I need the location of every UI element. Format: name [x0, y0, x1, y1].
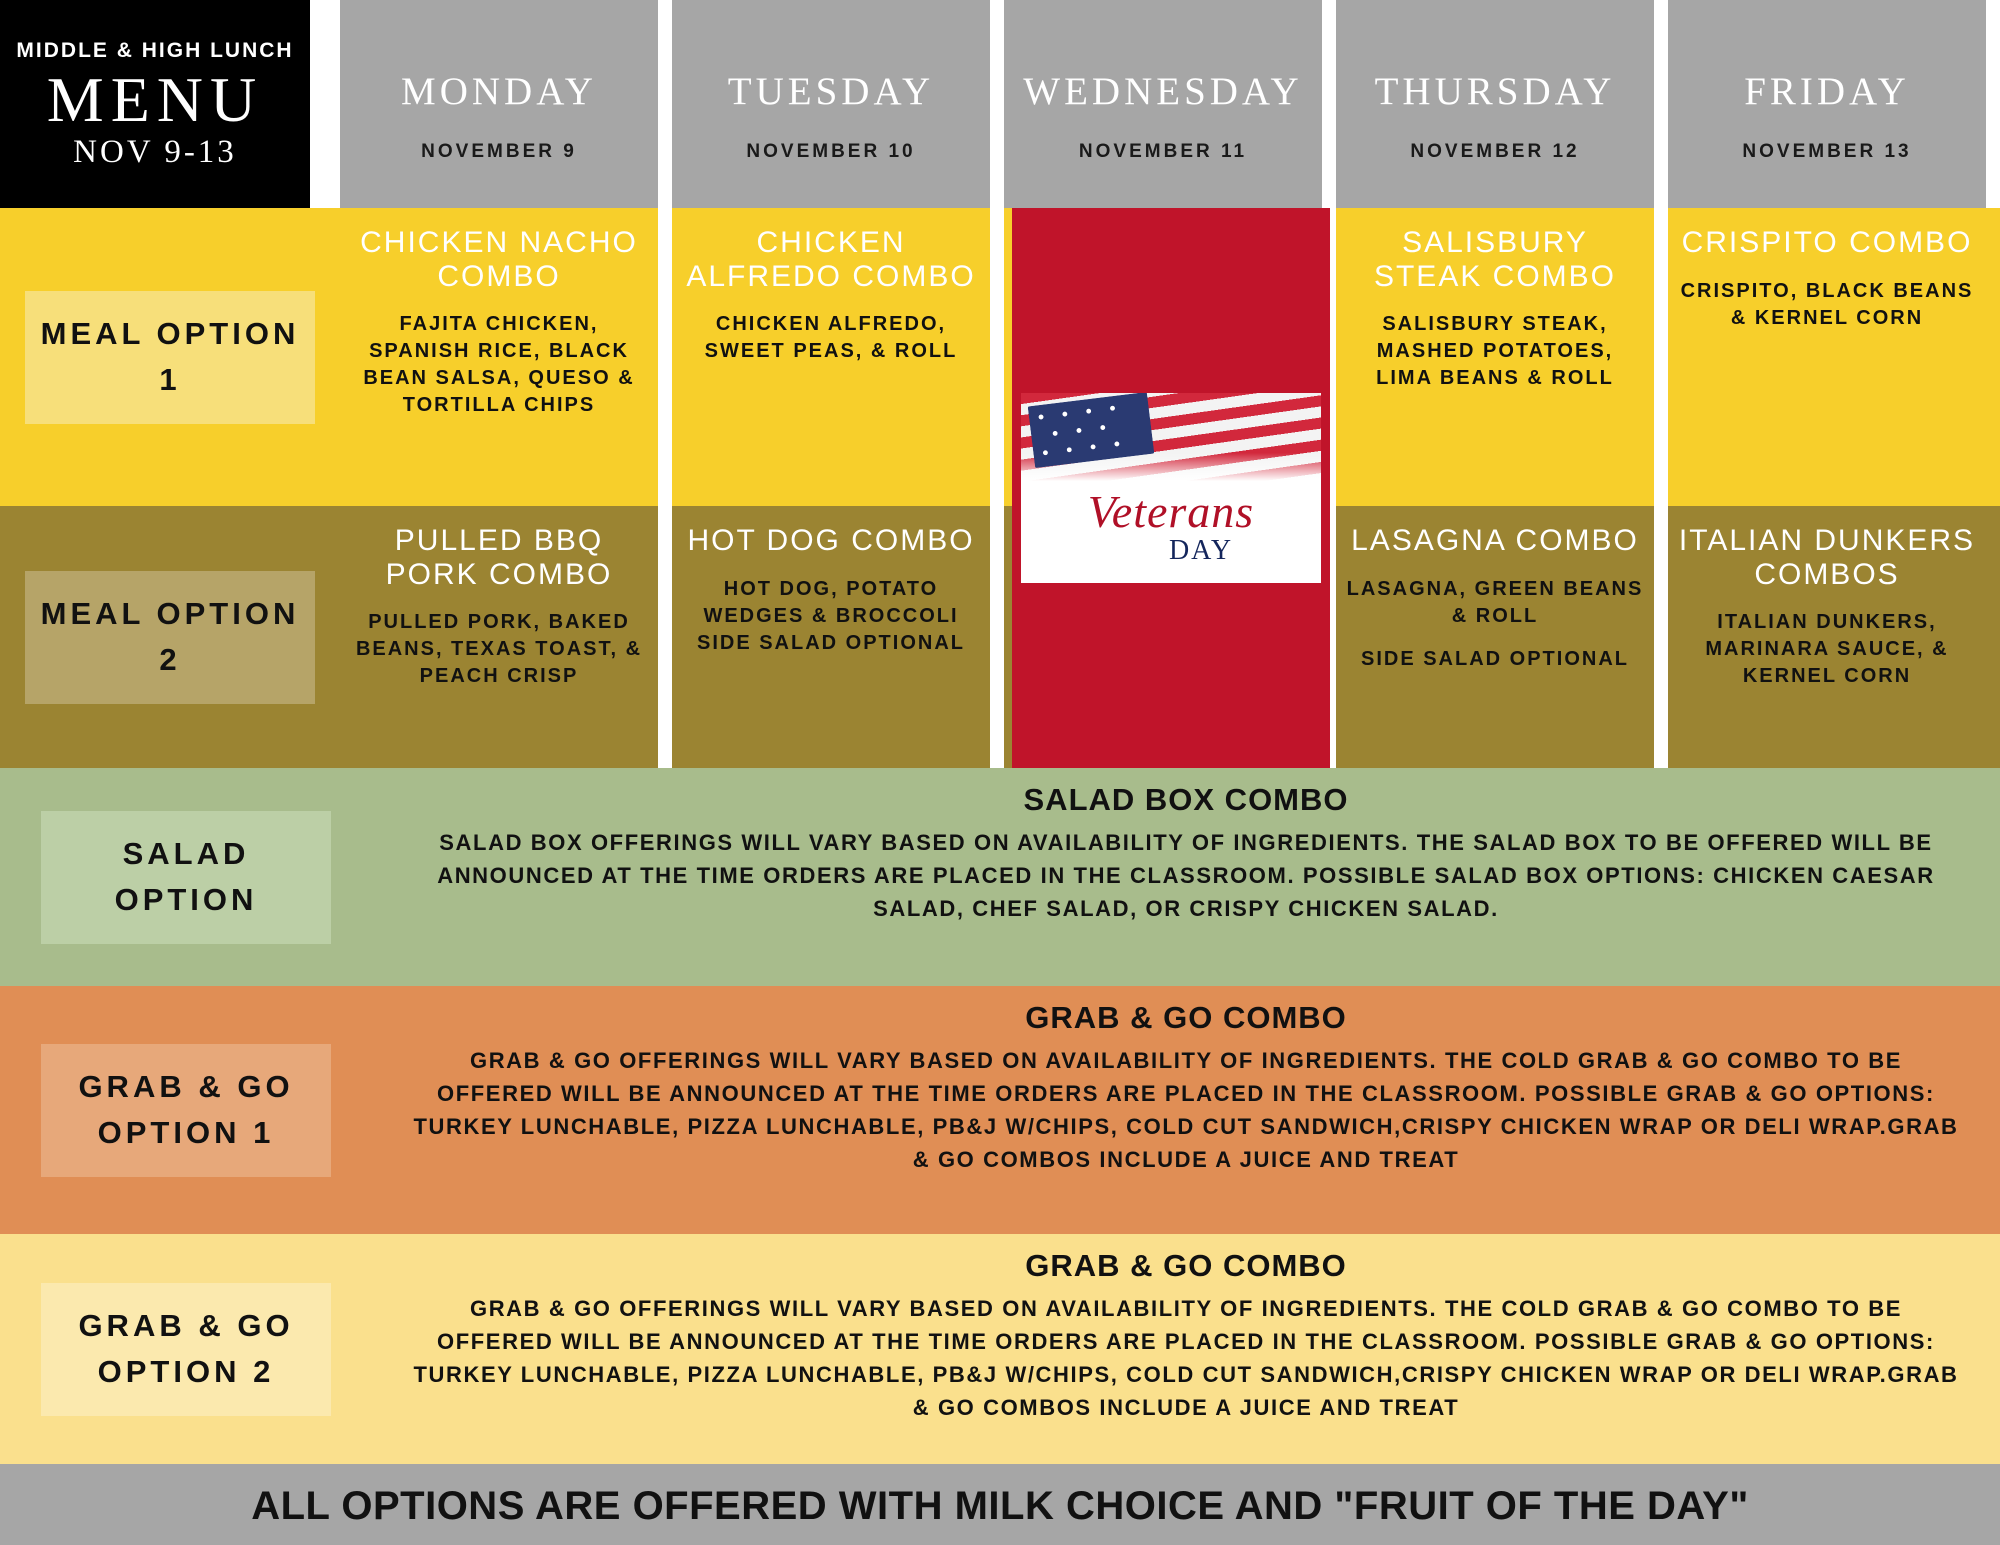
meal2-friday [1668, 506, 1986, 768]
meal-title: PULLED BBQ PORK COMBO [385, 524, 613, 591]
meal-description: FAJITA CHICKEN, SPANISH RICE, BLACK BEAN SALSA, QUESO & TORTILLA CHIPS [363, 313, 635, 417]
meal-description: CHICKEN ALFREDO, SWEET PEAS, & ROLL [704, 313, 958, 363]
day-name: TUESDAY [727, 70, 935, 113]
meal-note: SIDE SALAD OPTIONAL [1360, 647, 1629, 670]
meal1-tuesday [672, 208, 990, 506]
meal-option-1-row [0, 208, 2000, 506]
meal-option-2-label-cell [0, 506, 340, 768]
salad-box-combo-text: SALAD BOX OFFERINGS WILL VARY BASED ON AVAILABILITY OF INGREDIENTS. THE SALAD BOX TO BE OFFERED WILL BE ANNOUNCED AT THE TIME ORDERS ARE PLACED IN THE CLASSROOM. POSSIBLE SALAD BOX OPTIONS: CHICKEN CAESAR SALAD, CHEF SALAD, OR CRISPY CHICKEN SALAD. [437, 830, 1935, 922]
meal-title: CRISPITO COMBO [1681, 226, 1973, 259]
veterans-day-card [1021, 393, 1321, 583]
column-gap [1654, 506, 1668, 768]
menu-dates: NOV 9-13 [73, 133, 237, 170]
meal-option-1-label-cell [0, 208, 340, 506]
day-header-tuesday [672, 0, 990, 208]
grab-and-go-1-text: GRAB & GO OFFERINGS WILL VARY BASED ON AVAILABILITY OF INGREDIENTS. THE COLD GRAB & GO COMBO TO BE OFFERED WILL BE ANNOUNCED AT THE TIME ORDERS ARE PLACED IN THE CLASSROOM. POSSIBLE GRAB & GO OPTIONS: TURKEY LUNCHABLE, PIZZA LUNCHABLE, PB&J W/CHIPS, COLD CUT SANDWICH,CRISPY CHICKEN WRAP OR DELI WRAP.GRAB & GO COMBOS INCLUDE A JUICE AND TREAT [413, 1048, 1959, 1173]
meal2-thursday [1336, 506, 1654, 768]
header-spacer [310, 0, 340, 208]
grab-and-go-2-body [372, 1234, 2000, 1464]
column-gap [990, 0, 1004, 208]
column-gap [1322, 0, 1336, 208]
grab-and-go-2-title: GRAB & GO COMBO [1025, 1248, 1347, 1283]
column-gap [990, 208, 1004, 506]
salad-option-label-cell [0, 768, 372, 986]
menu-kicker: MIDDLE & HIGH LUNCH [16, 39, 294, 63]
grab-and-go-1-title: GRAB & GO COMBO [1025, 1000, 1347, 1035]
grab-and-go-2-label: GRAB & GO OPTION 2 [41, 1283, 331, 1416]
meal2-monday [340, 506, 658, 768]
grab-and-go-1-body [372, 986, 2000, 1234]
footer-banner [0, 1464, 2000, 1545]
grab-and-go-2-text: GRAB & GO OFFERINGS WILL VARY BASED ON AVAILABILITY OF INGREDIENTS. THE COLD GRAB & GO COMBO TO BE OFFERED WILL BE ANNOUNCED AT THE TIME ORDERS ARE PLACED IN THE CLASSROOM. POSSIBLE GRAB & GO OPTIONS: TURKEY LUNCHABLE, PIZZA LUNCHABLE, PB&J W/CHIPS, COLD CUT SANDWICH,CRISPY CHICKEN WRAP OR DELI WRAP.GRAB & GO COMBOS INCLUDE A JUICE AND TREAT [413, 1296, 1959, 1421]
grab-and-go-1-label-cell [0, 986, 372, 1234]
footer-text: ALL OPTIONS ARE OFFERED WITH MILK CHOICE AND "FRUIT OF THE DAY" [251, 1484, 1749, 1528]
day-header-wednesday [1004, 0, 1322, 208]
salad-option-body [372, 768, 2000, 986]
day-name: FRIDAY [1744, 70, 1910, 113]
meal2-tuesday [672, 506, 990, 768]
column-gap [1654, 0, 1668, 208]
menu-word: MENU [46, 64, 264, 136]
meal-option-1-label: MEAL OPTION 1 [25, 291, 315, 424]
day-date: NOVEMBER 10 [746, 141, 916, 162]
grab-and-go-option-2-row [0, 1234, 2000, 1464]
grab-and-go-option-1-row [0, 986, 2000, 1234]
veterans-day-subtitle: DAY [1168, 535, 1234, 566]
flag-canton-icon [1028, 393, 1155, 468]
day-header-friday [1668, 0, 1986, 208]
header-row [0, 0, 2000, 208]
salad-box-combo-title: SALAD BOX COMBO [1023, 782, 1349, 817]
column-gap [658, 208, 672, 506]
day-date: NOVEMBER 9 [421, 141, 577, 162]
day-date: NOVEMBER 11 [1078, 141, 1248, 162]
day-name: THURSDAY [1374, 70, 1616, 113]
meal-title: CHICKEN ALFREDO COMBO [686, 226, 976, 293]
day-name: WEDNESDAY [1023, 70, 1303, 113]
column-gap [658, 506, 672, 768]
veterans-day-cell [1012, 208, 1330, 768]
meal1-thursday [1336, 208, 1654, 506]
day-date: NOVEMBER 13 [1742, 141, 1912, 162]
day-date: NOVEMBER 12 [1410, 141, 1580, 162]
grab-and-go-1-label: GRAB & GO OPTION 1 [41, 1044, 331, 1177]
column-gap [658, 0, 672, 208]
salad-option-row [0, 768, 2000, 986]
meal1-friday [1668, 208, 1986, 506]
meal-title: LASAGNA COMBO [1351, 524, 1639, 557]
american-flag-icon [1021, 393, 1321, 481]
salad-option-label: SALAD OPTION [41, 811, 331, 944]
meal-title: CHICKEN NACHO COMBO [360, 226, 638, 293]
meal-option-2-label: MEAL OPTION 2 [25, 571, 315, 704]
day-name: MONDAY [401, 70, 597, 113]
meal-description: CRISPITO, BLACK BEANS & KERNEL CORN [1680, 279, 1974, 329]
veterans-day-title: Veterans [1087, 486, 1255, 537]
meal-description: SALISBURY STEAK, MASHED POTATOES, LIMA BEANS & ROLL [1376, 313, 1614, 390]
column-gap [1654, 208, 1668, 506]
grab-and-go-2-label-cell [0, 1234, 372, 1464]
meal1-monday [340, 208, 658, 506]
meal-description: ITALIAN DUNKERS, MARINARA SAUCE, & KERNEL CORN [1705, 611, 1949, 688]
meal-title: HOT DOG COMBO [687, 524, 975, 557]
meal-description: HOT DOG, POTATO WEDGES & BROCCOLI SIDE SALAD OPTIONAL [696, 577, 965, 654]
meal-title: SALISBURY STEAK COMBO [1373, 226, 1617, 293]
menu-title-block [0, 0, 310, 208]
meal-option-2-row [0, 506, 2000, 768]
column-gap [990, 506, 1004, 768]
day-header-monday [340, 0, 658, 208]
meal-description: PULLED PORK, BAKED BEANS, TEXAS TOAST, & PEACH CRISP [355, 611, 643, 688]
day-header-thursday [1336, 0, 1654, 208]
meal-description: LASAGNA, GREEN BEANS & ROLL [1346, 577, 1644, 627]
meal-title: ITALIAN DUNKERS COMBOS [1678, 524, 1976, 591]
